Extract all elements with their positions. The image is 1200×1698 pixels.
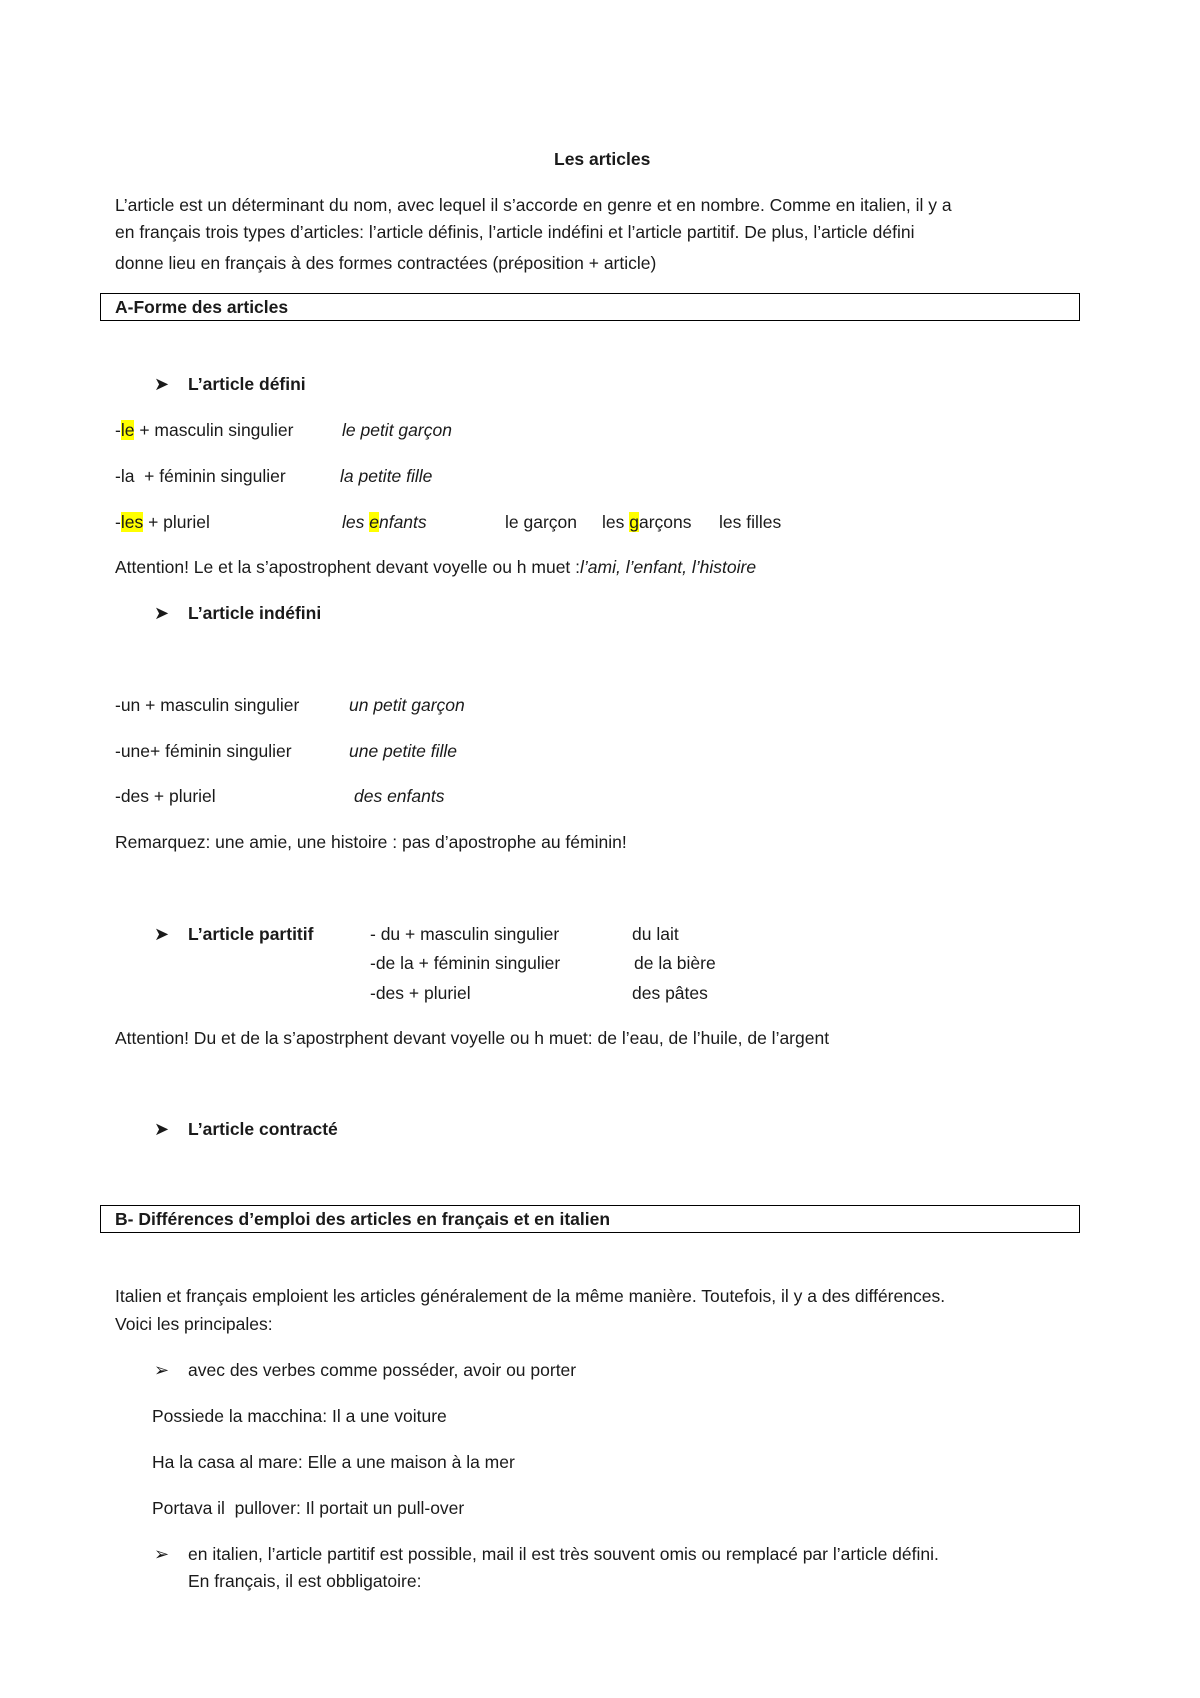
section-b-heading: B- Différences d’emploi des articles en français et en italien (115, 1209, 611, 1229)
defini-attention: Attention! Le et la s’apostrophent devant voyelle ou h muet :l’ami, l’enfant, l’histoire (115, 557, 757, 577)
defini-row-1: -le + masculin singulier (115, 420, 294, 440)
indefini-example-3: des enfants (354, 786, 445, 806)
arrow-bullet-icon: ➢ (154, 1360, 170, 1380)
b-item-2-line-2: En français, il est obbligatoire: (188, 1571, 422, 1591)
defini-row-3: -les + pluriel (115, 512, 210, 532)
arrow-bullet-icon: ➤ (154, 1119, 170, 1139)
section-b-box (100, 1205, 1080, 1233)
partitif-example-3: des pâtes (632, 983, 708, 1003)
partitif-row-2: -de la + féminin singulier (370, 953, 561, 973)
defini-example-2: la petite fille (340, 466, 433, 486)
page-title: Les articles (554, 149, 651, 169)
defini-heading: L’article défini (188, 374, 306, 394)
indefini-row-1: -un + masculin singulier (115, 695, 300, 715)
indefini-row-3: -des + pluriel (115, 786, 216, 806)
intro-line-2: en français trois types d’articles: l’article définis, l’article indéfini et l’article partitif. De plus, l’article défini (115, 222, 915, 242)
b-item-2-line-1: en italien, l’article partitif est possible, mail il est très souvent omis ou remplacé par l’article défini. (188, 1544, 939, 1564)
indefini-example-2: une petite fille (349, 741, 457, 761)
contracte-heading: L’article contracté (188, 1119, 338, 1139)
defini-example-1: le petit garçon (342, 420, 452, 440)
section-a-heading: A-Forme des articles (115, 297, 289, 317)
indefini-remark: Remarquez: une amie, une histoire : pas d’apostrophe au féminin! (115, 832, 627, 852)
intro-line-3: donne lieu en français à des formes contractées (préposition + article) (115, 253, 657, 273)
b-item-1: avec des verbes comme posséder, avoir ou porter (188, 1360, 577, 1380)
partitif-example-1: du lait (632, 924, 679, 944)
b-intro-line-1: Italien et français emploient les articles généralement de la même manière. Toutefois, il y a des différences. (115, 1286, 946, 1306)
defini-example-3: les enfants (342, 512, 427, 532)
arrow-bullet-icon: ➤ (154, 924, 170, 944)
defini-extra-1: le garçon (505, 512, 577, 532)
partitif-heading: L’article partitif (188, 924, 314, 944)
arrow-bullet-icon: ➤ (154, 603, 170, 623)
b-example-2: Ha la casa al mare: Elle a une maison à la mer (152, 1452, 515, 1472)
indefini-example-1: un petit garçon (349, 695, 465, 715)
partitif-attention: Attention! Du et de la s’apostrphent devant voyelle ou h muet: de l’eau, de l’huile, de l’argent (115, 1028, 830, 1048)
intro-line-1: L’article est un déterminant du nom, avec lequel il s’accorde en genre et en nombre. Comme en italien, il y a (115, 195, 952, 215)
defini-extra-3: les filles (719, 512, 782, 532)
partitif-row-3: -des + pluriel (370, 983, 471, 1003)
indefini-row-2: -une+ féminin singulier (115, 741, 292, 761)
partitif-example-2: de la bière (634, 953, 716, 973)
b-example-3: Portava il pullover: Il portait un pull-over (152, 1498, 465, 1518)
defini-row-2: -la + féminin singulier (115, 466, 286, 486)
section-a-box (100, 293, 1080, 321)
arrow-bullet-icon: ➢ (154, 1544, 170, 1564)
arrow-bullet-icon: ➤ (154, 374, 170, 394)
b-example-1: Possiede la macchina: Il a une voiture (152, 1406, 447, 1426)
indefini-heading: L’article indéfini (188, 603, 322, 623)
defini-extra-2: les garçons (602, 512, 692, 532)
b-intro-line-2: Voici les principales: (115, 1314, 273, 1334)
partitif-row-1: - du + masculin singulier (370, 924, 560, 944)
